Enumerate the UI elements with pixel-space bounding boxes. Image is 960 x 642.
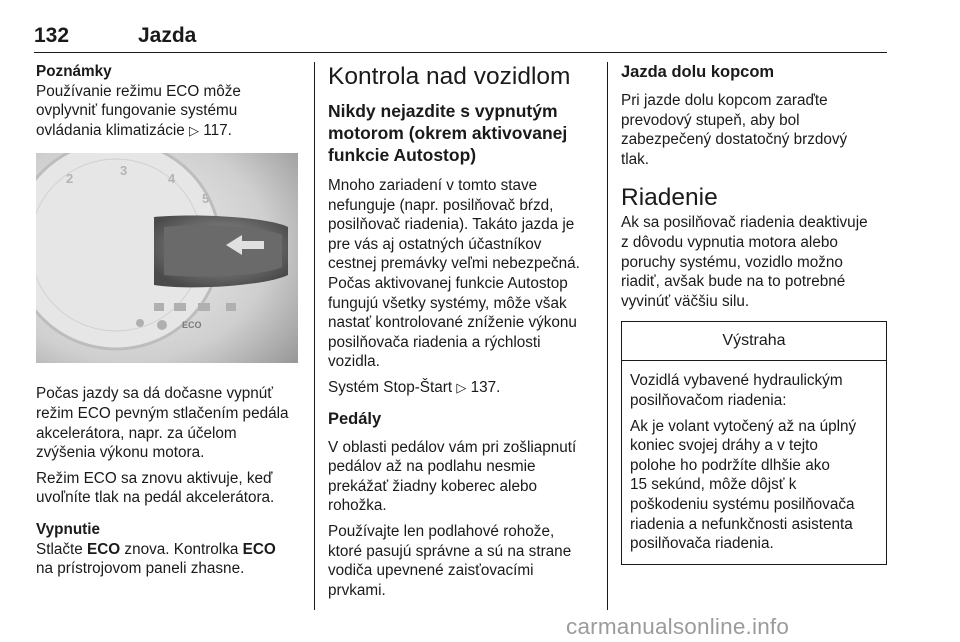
paragraph: V oblasti pedálov vám pri zošliapnutí pedálov až na podlahu nesmie prekážať žiadny koberec alebo rohožka. [328, 438, 577, 515]
watermark: carmanualsonline.info [566, 614, 790, 639]
column-divider [607, 62, 608, 610]
section-title: Jazda [138, 24, 197, 47]
paragraph: Systém Stop-Štart ▷ 137. [328, 378, 501, 396]
column-left [36, 62, 300, 579]
subsection-title: Pedály [328, 409, 382, 428]
warning-title: Výstraha [622, 322, 886, 361]
svg-text:2: 2 [66, 171, 74, 187]
subheading: Nikdy nejazdite s vypnutým motorom (okrem aktivovanej funkcie Autostop) [328, 101, 568, 165]
paragraph: Mnoho zariadení v tomto stave nefunguje (napr. posilňovač bŕzd, posilňovač riadenia). Takáto jazda je pre vás aj ostatných účastníkov cestnej premávky veľmi nebezpečná. Počas aktivovanej funkcie Autostop fungujú všetky systémy, môže však nastať kontrolované zníženie výkonu posilňovača riadenia a rýchlosti vozidla. [328, 177, 580, 371]
page-number: 132 [34, 24, 70, 47]
instrument-cluster-photo [36, 153, 298, 363]
note-text: Používanie režimu ECO môže ovplyvniť fungovanie systému ovládania klimatizácie ▷ 117. [36, 82, 241, 139]
chapter-heading: Riadenie [621, 184, 718, 212]
svg-text:5: 5 [202, 191, 210, 207]
paragraph: Režim ECO sa znovu aktivuje, keď uvoľníte tlak na pedál akcelerátora. [36, 469, 275, 507]
page-ref-arrow-icon: ▷ [456, 380, 467, 396]
column-middle [328, 62, 592, 600]
paragraph: Pri jazde dolu kopcom zaraďte prevodový stupeň, aby bol zabezpečený dostatočný brzdový tlak. [621, 92, 848, 168]
note-title: Poznámky [36, 63, 112, 80]
chapter-heading: Kontrola nad vozidlom [328, 63, 571, 90]
paragraph: Ak sa posilňovač riadenia deaktivuje z dôvodu vypnutia motora alebo poruchy systému, vozidlo možno riadiť, avšak bude na to potrebné vyvinúť väčšiu silu. [621, 214, 868, 310]
page-ref-arrow-icon: ▷ [189, 123, 200, 139]
column-right [621, 62, 887, 565]
page-header [34, 24, 887, 53]
paragraph: Počas jazdy sa dá dočasne vypnúť režim ECO pevným stlačením pedála akcelerátora, napr. za účelom zvýšenia výkonu motora. [36, 385, 289, 462]
svg-text:4: 4 [168, 171, 176, 187]
warning-body: Vozidlá vybavené hydraulickým posilňovačom riadenia: Ak je volant vytočený až na úplný koniec svojej dráhy a v tejto polohe ho podržíte dlhšie ako 15 sekúnd, môže dôjsť k poškodeniu systému posilňovača riadenia a nefunkčnosti asistenta posilňovača riadenia. [630, 372, 857, 553]
column-divider [314, 62, 315, 610]
subsection-title: Jazda dolu kopcom [621, 63, 775, 81]
svg-text:3: 3 [120, 163, 128, 179]
eco-indicator-label: ECO [182, 320, 202, 331]
paragraph: Používajte len podlahové rohože, ktoré pasujú správne a sú na strane vodiča upevnené zaisťovacími prvkami. [328, 522, 572, 599]
paragraph: Stlačte ECO znova. Kontrolka ECO na prístrojovom paneli zhasne. [36, 540, 276, 578]
warning-box [621, 321, 887, 564]
subsection-title: Vypnutie [36, 520, 101, 538]
